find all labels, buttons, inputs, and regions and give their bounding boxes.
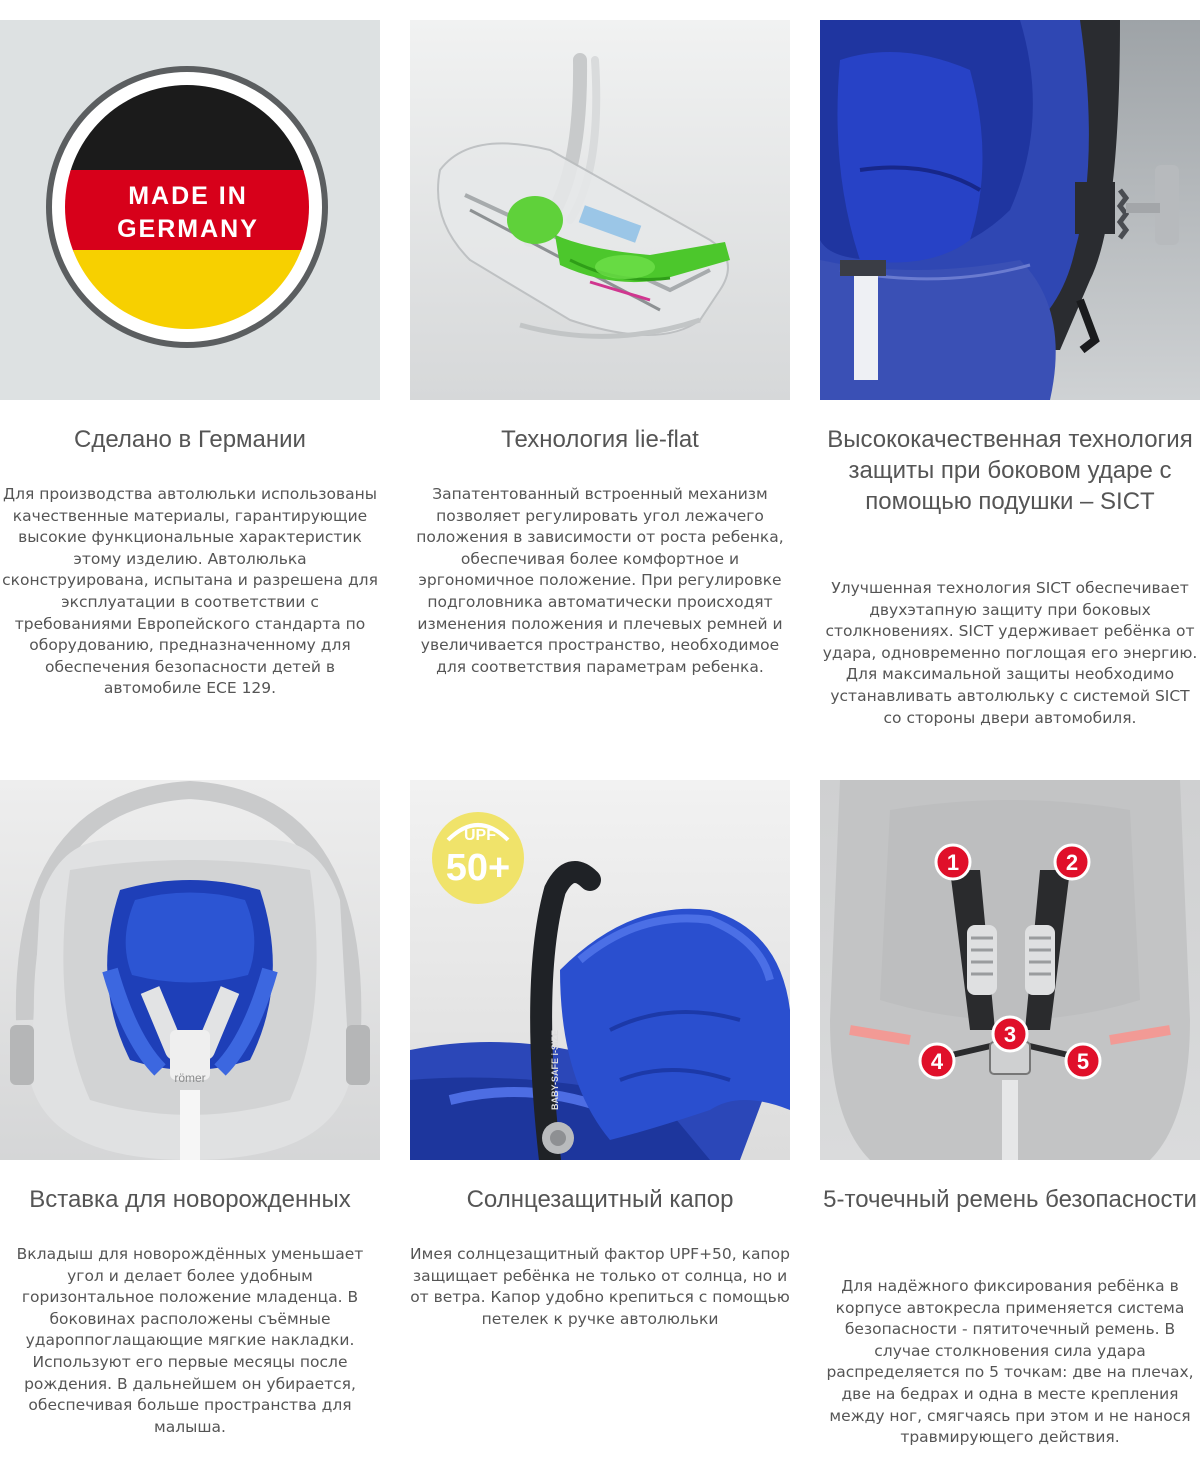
feature-title: Вставка для новорожденных <box>29 1186 351 1213</box>
harness-point-4 <box>920 1044 954 1078</box>
svg-text:2: 2 <box>1065 850 1079 875</box>
upf-label: UPF <box>464 827 496 844</box>
feature-description: Для производства автолюльки использованы качественные материалы, гарантирующие высокие функциональные характеристик этому изделию. Автолюлька сконструирована, испытана и разрешена для эксплуатации в соответствии с требованиями Европейского стандарта по оборудованию, предназначенному для обеспечения безопасности детей в автомобиле ECE 129. <box>2 485 378 698</box>
harness-point-5 <box>1066 1044 1100 1078</box>
feature-description: Улучшенная технология SICT обеспечивает двухэтапную защиту при боковых столкновениях. SICT удерживает ребёнка от удара, одновременно поглощая его энергию. Для максимальной защиты необходимо устанавливать автолюльку с системой SICT со стороны двери автомобиля. <box>822 579 1198 727</box>
canopy-image <box>410 780 790 1160</box>
lie-flat-image <box>410 20 790 400</box>
svg-text:5: 5 <box>1076 1049 1090 1074</box>
feature-description: Запатентованный встроенный механизм позволяет регулировать угол лежачего положения в зависимости от роста ребенка, обеспечивая более комфортное и эргономичное положение. При регулировке подголовника автоматически происходят изменения положения и плечевых ремней и увеличивается пространство, необходимое для соответствия параметрам ребенка. <box>416 485 784 676</box>
feature-title: Высококачественная технология защиты при боковом ударе с помощью подушки – SICT <box>827 426 1193 515</box>
canopy-handle-text: BABY-SAFE i-SIZE <box>550 1029 560 1110</box>
feature-title: Солнцезащитный капор <box>466 1186 734 1213</box>
newborn-insert-image <box>0 780 380 1160</box>
svg-text:1: 1 <box>946 850 960 875</box>
svg-text:4: 4 <box>930 1049 944 1074</box>
harness-point-3 <box>993 1017 1027 1051</box>
upf-value: 50+ <box>445 847 511 889</box>
harness-point-1 <box>936 845 970 879</box>
made-in-germany-image <box>0 20 380 400</box>
feature-description: Для надёжного фиксирования ребёнка в корпусе автокресла применяется система безопасности - пятиточечный ремень. В случае столкновения сила удара распределяется по 5 точкам: две на плечах, две на бедрах и одна в месте крепления между ног, смягчаясь при этом и не нанося травмирующего действия. <box>826 1277 1194 1447</box>
upf-badge <box>432 812 524 904</box>
harness-point-2 <box>1055 845 1089 879</box>
feature-title: Технология lie-flat <box>501 426 699 453</box>
badge-line1: MADE IN <box>128 182 248 210</box>
insert-brand-text: römer <box>174 1071 206 1085</box>
svg-text:3: 3 <box>1003 1022 1017 1047</box>
sict-image <box>820 20 1200 400</box>
feature-title: 5-точечный ремень безопасности <box>823 1186 1197 1213</box>
feature-description: Вкладыш для новорождённых уменьшает угол и делает более удобным горизонтальное положение младенца. В боковинах расположены съёмные удароппоглащающие мягкие накладки. Используют его первые месяцы после рождения. В дальнейшем он убирается, обеспечивая больше пространства для малыша. <box>16 1245 364 1436</box>
feature-title: Сделано в Германии <box>74 426 306 453</box>
badge-line2: GERMANY <box>117 215 259 243</box>
feature-description: Имея солнцезащитный фактор UPF+50, капор защищает ребёнка не только от солнца, но и от ветра. Капор удобно крепиться с помощью петелек к ручке автолюльки <box>410 1245 790 1328</box>
harness-image <box>820 780 1200 1160</box>
